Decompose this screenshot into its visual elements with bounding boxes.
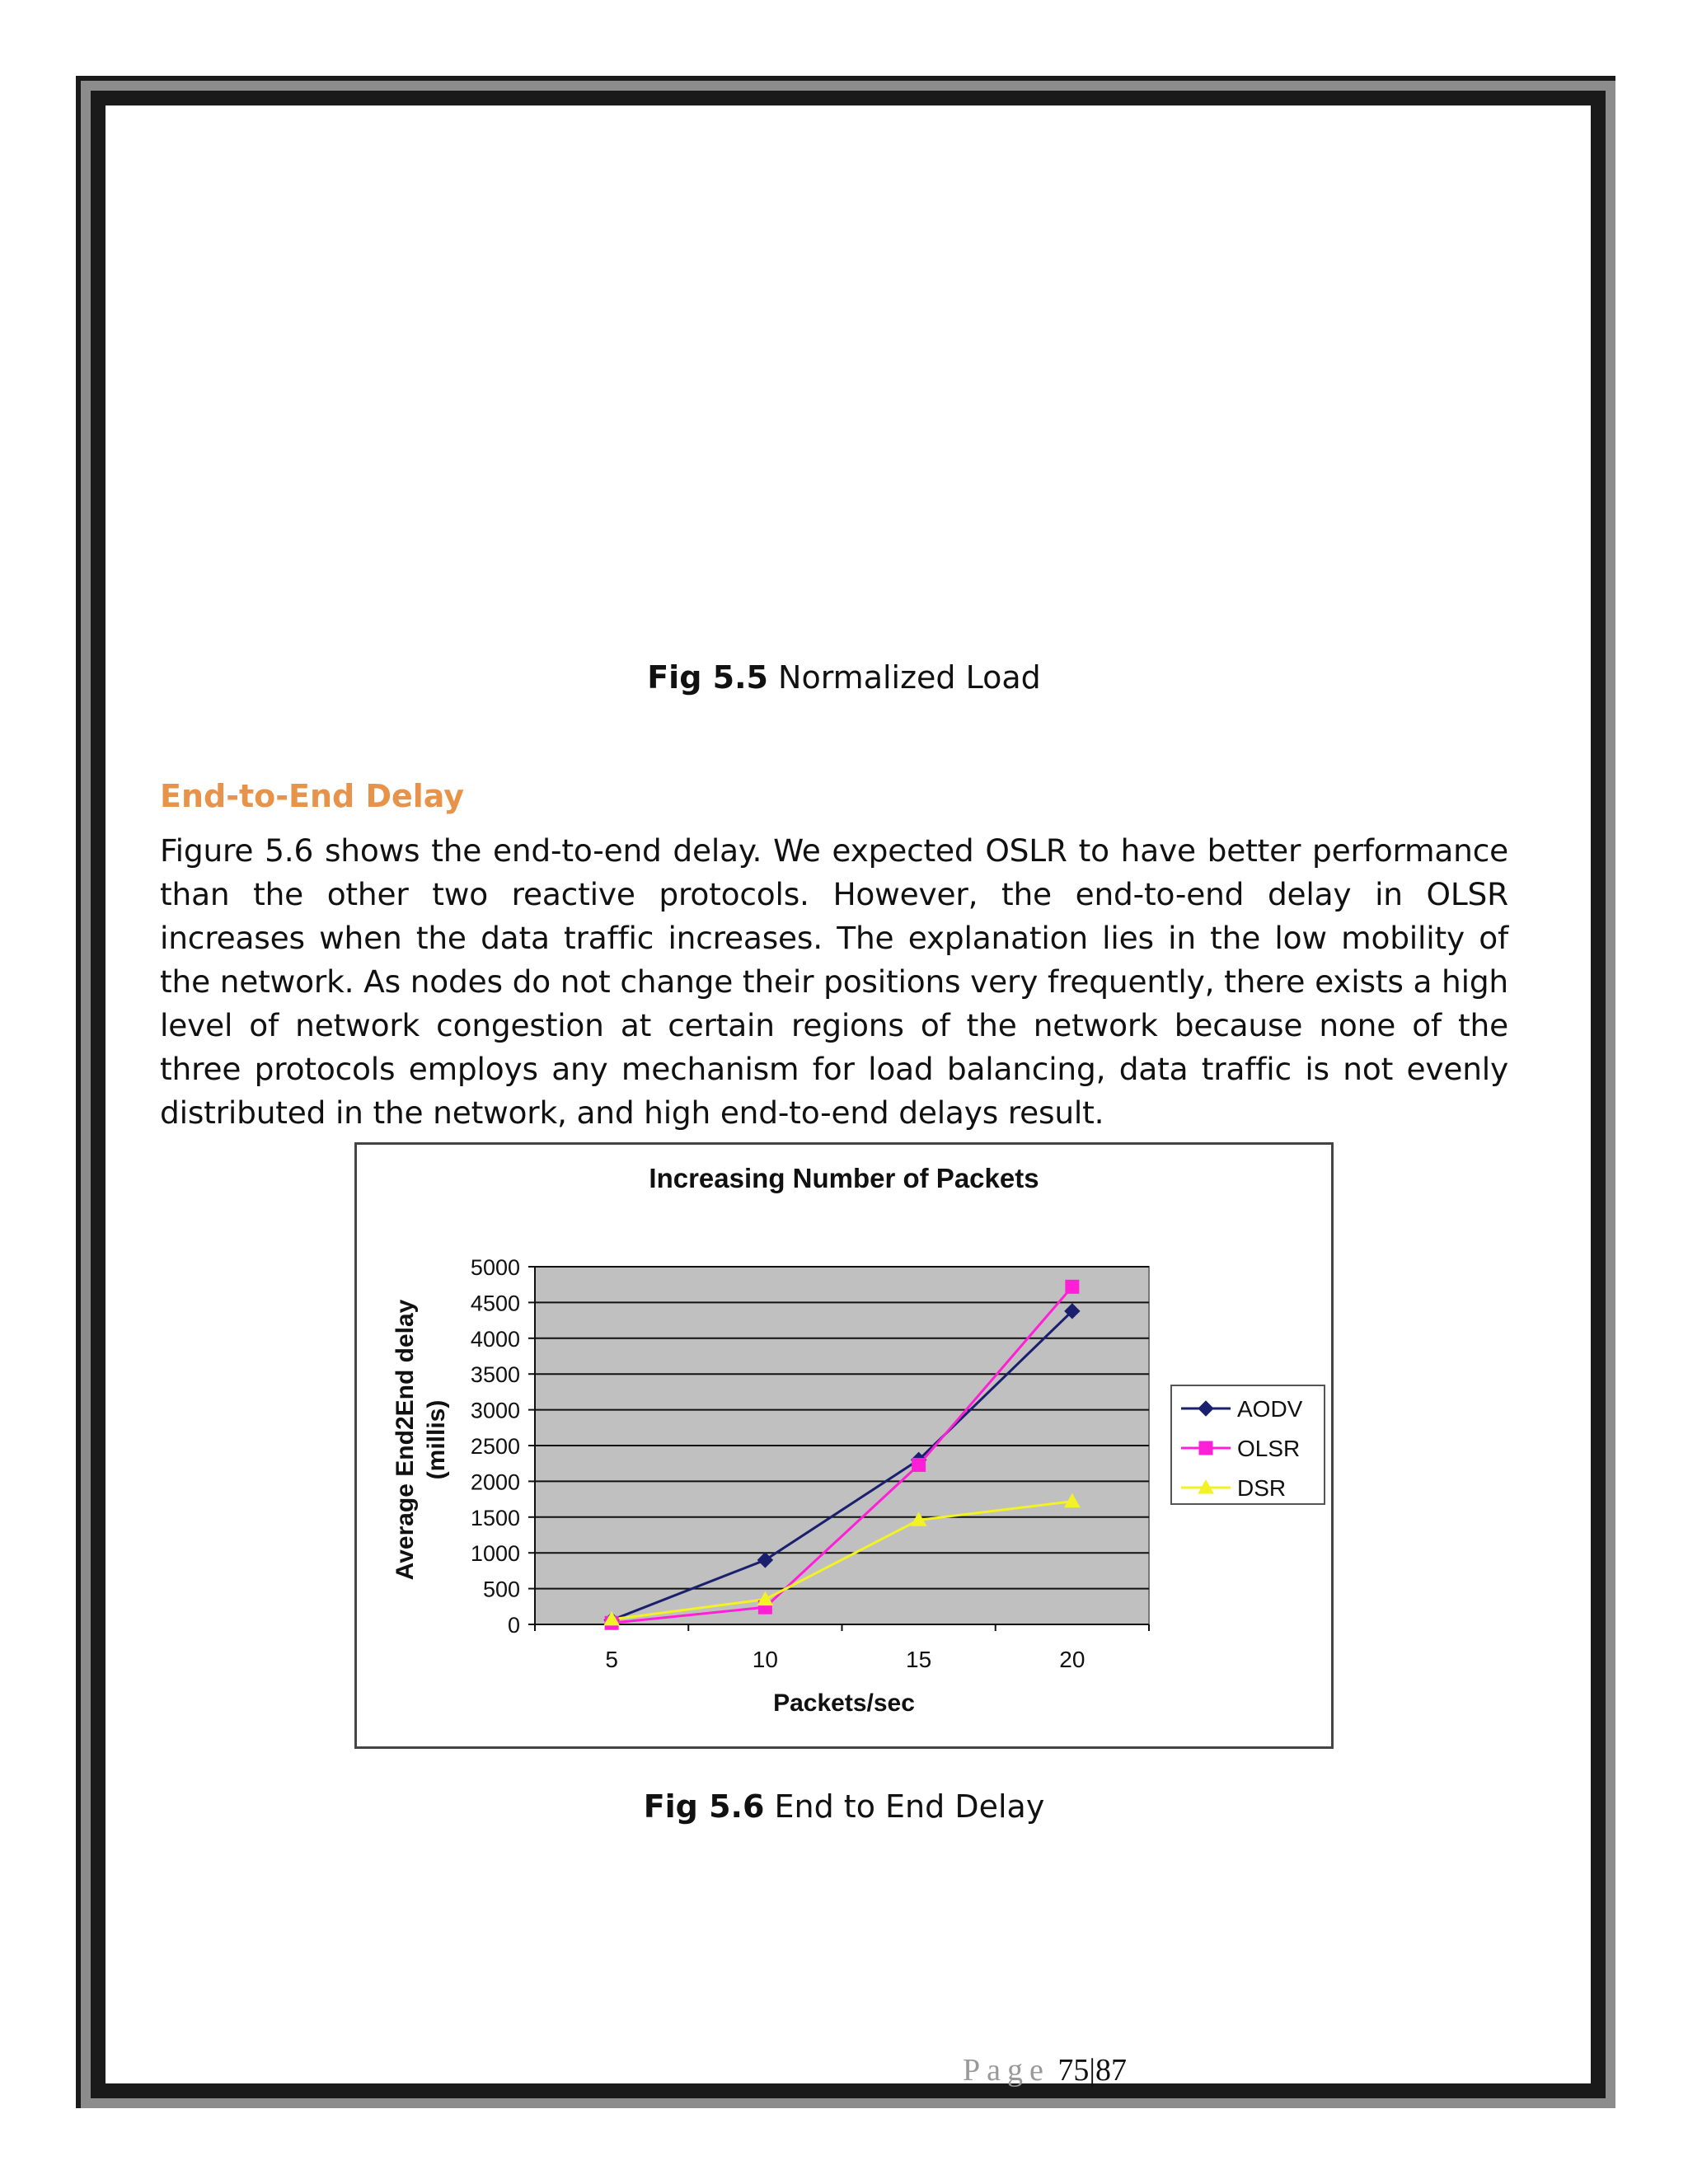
- page-total: 87: [1095, 2053, 1127, 2088]
- y-tick-label: 1500: [470, 1505, 520, 1530]
- y-axis-label-line1: Average End2End delay: [392, 1299, 419, 1581]
- y-tick-label: 500: [482, 1577, 520, 1602]
- y-tick-label: 2000: [470, 1469, 520, 1495]
- data-point-olsr: [1066, 1280, 1079, 1293]
- y-tick-label: 4500: [470, 1291, 520, 1316]
- page-footer: [963, 2052, 1127, 2088]
- chart-container: [354, 1142, 1334, 1749]
- x-tick-label: 15: [906, 1647, 932, 1672]
- fig-5-6-text: End to End Delay: [774, 1788, 1045, 1825]
- y-tick-label: 4000: [470, 1326, 520, 1352]
- page-word: Page: [963, 2053, 1050, 2088]
- page-separator: |: [1089, 2053, 1095, 2088]
- x-axis-label: Packets/sec: [773, 1690, 915, 1717]
- section-heading: End-to-End Delay: [160, 778, 465, 814]
- chart-legend: [1171, 1385, 1325, 1504]
- x-tick-label: 20: [1059, 1647, 1085, 1672]
- y-tick-label: 1000: [470, 1541, 520, 1567]
- y-tick-label: 0: [507, 1613, 520, 1638]
- chart-title: Increasing Number of Packets: [649, 1163, 1039, 1193]
- y-axis-ticks: [471, 1255, 535, 1638]
- fig-5-6-label: Fig 5.6: [643, 1788, 765, 1825]
- y-axis-label-line2: (millis): [423, 1399, 450, 1480]
- fig-5-5-caption: [0, 659, 1688, 696]
- x-tick-label: 5: [605, 1647, 618, 1672]
- legend-label-olsr: OLSR: [1237, 1436, 1301, 1461]
- legend-label-dsr: DSR: [1237, 1475, 1287, 1501]
- data-point-olsr: [912, 1458, 926, 1471]
- legend-label-aodv: AODV: [1237, 1396, 1303, 1422]
- y-tick-label: 5000: [470, 1255, 520, 1280]
- fig-5-5-text: Normalized Load: [778, 659, 1041, 696]
- fig-5-5-label: Fig 5.5: [647, 659, 768, 696]
- x-tick-label: 10: [752, 1647, 778, 1672]
- page-number: 75: [1057, 2053, 1090, 2088]
- y-axis-label-group: [392, 1299, 450, 1580]
- y-tick-label: 3000: [470, 1398, 520, 1423]
- x-axis-ticks: [535, 1624, 1149, 1672]
- fig-5-6-caption: [0, 1788, 1688, 1825]
- y-tick-label: 2500: [470, 1434, 520, 1459]
- line-chart: [357, 1145, 1331, 1746]
- legend-marker-olsr: [1199, 1441, 1212, 1455]
- y-tick-label: 3500: [470, 1362, 520, 1388]
- body-paragraph: Figure 5.6 shows the end-to-end delay. We expected OSLR to have better performance than the other two reactive protocols. However, the end-to-end delay in OLSR increases when the data traffic increases. The explanation lies in the low mobility of the network. As nodes do not change their positions very frequently, there exists a high level of network congestion at certain regions of the network because none of the three protocols employs any mechanism for load balancing, data traffic is not evenly distributed in the network, and high end-to-end delays result.: [160, 832, 1508, 1131]
